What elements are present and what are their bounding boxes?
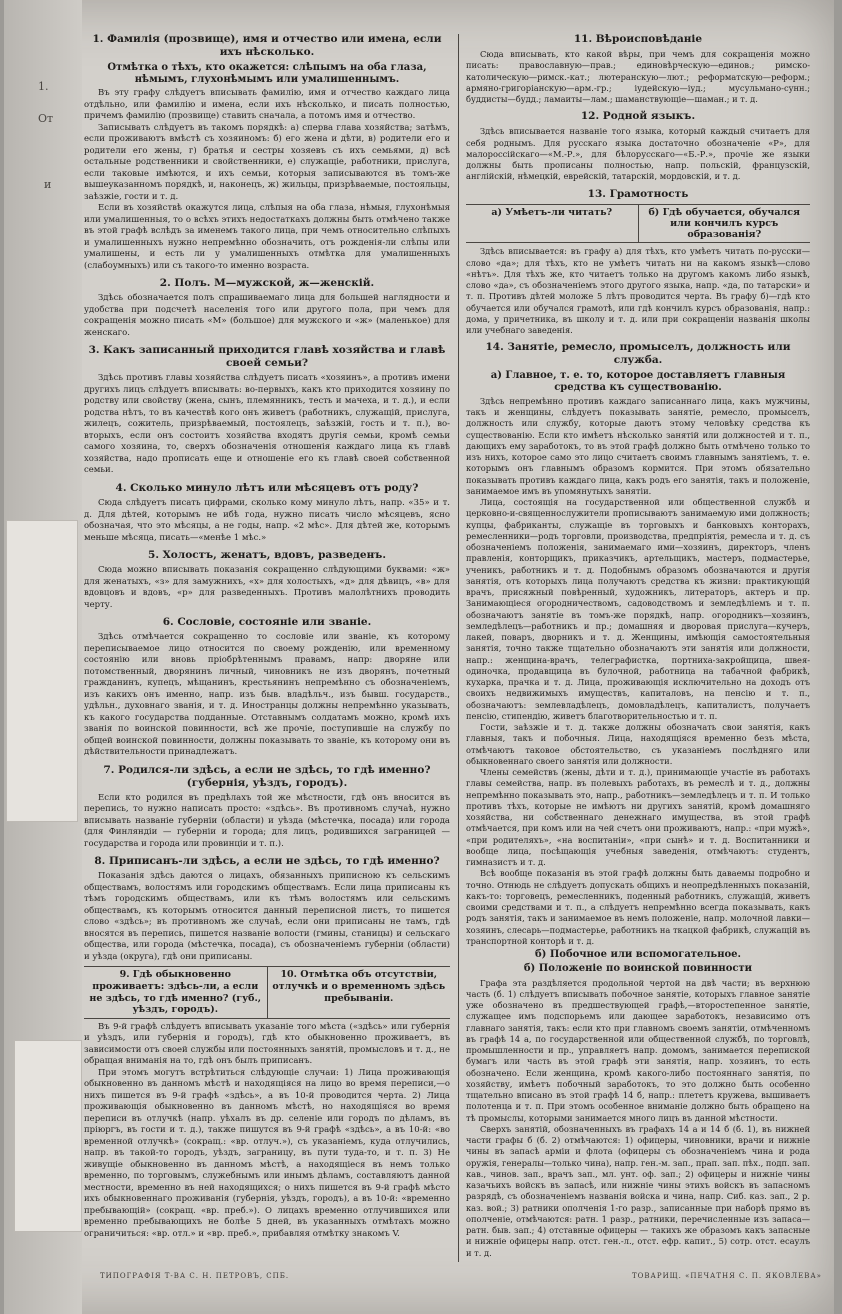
section-13a-title: а) Умѣетъ-ли читать? [466,205,639,243]
section-13-title: 13. Грамотность [587,187,689,200]
section-14-text: Сверхъ занятій, обозначенныхъ въ графахъ 14 а и 14 б (б. 1), въ нижней части графы б (б. 2) отмѣчаются: 1) офицеры, чиновники, врачи и нижніе чины въ запасѣ арміи и флота (офицеры съ обозначеніемъ чина и рода оружія, генералы—только чина), напр. ген.-м. зап., прап. зап. пѣх., подп. зап. кав., чинов. зап., врачъ зап., мл. унт. оф. зап.; 2) офицеры и нижніе чины казачьихъ войскъ въ запасѣ, или нижніе чины этихъ войскъ въ запасномъ разрядѣ, съ обозначеніемъ названія войска и чина, напр. Сиб. каз. зап., 2 р. каз. вой.; 3) ратники ополченія 1-го разр., записанные при наборѣ прямо въ ополченіе, отмѣчаются: ратн. 1 разр., ратники, перечисленные изъ запаса—ратн. быв. зап.; 4) отставные офицеры — такихъ же образомъ какъ запасные и нижніе офицеры напр. отст. ген.-л., отст. ефр. капит., 5) сотр. отст. есаулъ и т. д. [466,1123,810,1258]
left-column [84,28,450,1240]
section-14a-subtitle: а) Главное, т. е. то, которое доставляетъ главныя средства къ существованію. [490,370,786,393]
margin-mark: 1. [38,80,49,93]
section-8-title: 8. Приписанъ-ли здѣсь, а если не здѣсь, то гдѣ именно? [94,855,440,868]
section-2-text: Здѣсь обозначается полъ спрашиваемаго лица для большей наглядности и удобства при подсчетѣ населенія того или другого пола, при чемъ для сокращенія можно писать «М» (большое) для мужского и «ж» (маленькое) для женскаго. [84,293,450,338]
section-6-text: Здѣсь отмѣчается сокращенно то сословіе или званіе, къ которому переписываемое лицо относится по своему рожденію, или временному состоянію или вновь пріобрѣтеннымъ правамъ, напр: дворяне или потомственный, дворянинъ личный, чиновникъ не изъ дворянъ, почетный гражданинъ, купецъ, мѣщанинъ, крестьянинъ непремѣнно съ обозначеніемъ, изъ какихъ онъ именно, напр. изъ быв. владѣльч., изъ бывш. государств., удѣльн., духовнаго званія, и т. д. Иностранцы должны непремѣнно указывать, къ какого государства подданные. Отставнымъ солдатамъ можно, кромѣ ихъ званія по воинской повинности, всѣ же прочіе, поступившіе на службу по общей воинской повинности, должны показывать то званіе, къ которому они въ дѣйствительности принадлежатъ. [84,632,450,758]
section-9-text: Въ 9-й графѣ слѣдуетъ вписывать указаніе того мѣста («здѣсь» или губернія и уѣздъ, или губернія и городъ), гдѣ кто обыкновенно проживаетъ, въ зависимости отъ своей службы или постоянныхъ занятій, промысловъ и т. д., не обращая вниманія на то, гдѣ онъ былъ приписанъ. [84,1021,450,1067]
section-11-title: 11. Вѣроисповѣданіе [573,33,703,45]
section-9-title: 9. Гдѣ обыкновенно проживаетъ: здѣсь-ли, а если не здѣсь, то гдѣ именно? (губ., уѣздъ, городъ). [84,967,268,1017]
torn-paper-fragment [6,520,78,822]
section-14-title: 14. Занятіе, ремесло, промыселъ, должность или служба. [485,341,791,367]
section-14-text: Члены семействъ (жены, дѣти и т. д.), принимающіе участіе въ работахъ главы семейства, напр. въ полевыхъ работахъ, въ ремеслѣ и т. д., должны непремѣнно показывать это, напр., работникъ—земледѣлецъ и т. п. И только противъ тѣхъ, которые не имѣютъ ни другихъ занятій, кромѣ домашняго хозяйства, ни собственнаго денежнаго имущества, въ этой графѣ отмѣчается, при комъ или на чей счетъ они проживаютъ, напр.: «при мужѣ», «при родителяхъ», «на воспитаніи», «при сынѣ» и т. д. Воспитанники и вообще лица, посѣщающія учебныя заведенія, отмѣчаютъ: студентъ, гимназистъ и т. д. [466,767,810,867]
section-1-text: Въ эту графу слѣдуетъ вписывать фамилію, имя и отчество каждаго лица отдѣльно, или фамилію и имена, если ихъ нѣсколько, и писать полностью, причемъ фамилію (прозвище) ставить сначала, а потомъ имя и отчество. [84,88,450,122]
section-11-text: Сюда вписывать, кто какой вѣры, при чемъ для сокращенія можно писать: православную—прав.; единовѣрческую—единов.; римско-католическую—римск.-кат.; лютеранскую—лют.; реформатскую—реформ.; армяно-григоріанскую—арм.-гр.; іудейскую—іуд.; мусульмано-сунн.; буддисты—будд.; ламаиты—лам.; шаманствующіе—шаман.; и т. д. [466,49,810,104]
section-5-title: 5. Холостъ, женатъ, вдовъ, разведенъ. [148,549,386,562]
section-5-text: Сюда можно вписывать показанія сокращенно слѣдующими буквами: «ж» для женатыхъ, «з» для замужнихъ, «х» для холостыхъ, «д» для дѣвицъ, «в» для вдовцовъ и вдовъ, «р» для разведенныхъ. Противъ малолѣтнихъ проводить черту. [84,565,450,610]
torn-paper-fragment [14,1040,82,1232]
section-12-text: Здѣсь вписывается названіе того языка, который каждый считаетъ для себя роднымъ. Для русскаго языка достаточно обозначеніе «Р», для малороссійскаго—«М.-Р.», для бѣлорусскаго—«Б.-Р.», прочіе же языки должны быть прописаны полностью, напр. польскій, французскій, англійскій, нѣмецкій, еврейскій, татарскій, мордовскій, и т. д. [466,126,810,182]
section-14c-subtitle: б) Положеніе по воинской повинности [523,963,753,975]
section-3-text: Здѣсь противъ главы хозяйства слѣдуетъ писать «хозяинъ», а противъ имени другихъ лицъ слѣдуетъ вписывать: во-первыхъ, какъ кто приходится хозяину по родству или свойству (жена, сынъ, племянникъ, тесть и мачеха, и т. д.), и если родства нѣтъ, то въ качествѣ кого онъ живетъ (работникъ, служащій, прислуга, жилецъ, сожитель, призрѣваемый, постоялецъ, заѣзжій, гость и т. п.), во-вторыхъ, если онъ состоитъ хозяйства входятъ другія семьи, кромѣ семьи самого хозяина, то, сверхъ обозначенія отношенія каждаго лица къ главѣ хозяйства, надо прописать еще и отношеніе его къ главѣ своей собственной семьи. [84,373,450,476]
margin-mark: От [38,112,54,125]
section-14b-subtitle: б) Побочное или вспомогательное. [534,949,742,960]
census-instruction-sheet [4,0,834,1314]
section-2-title: 2. Полъ. М—мужской, ж—женскій. [159,277,375,290]
printer-imprint: ТОВАРИЩ. «ПЕЧАТНЯ С. П. ЯКОВЛЕВА» [632,1272,822,1280]
section-13b-title: б) Гдѣ обучается, обучался или кончилъ курсъ образованія? [648,206,801,240]
section-7-title: 7. Родился-ли здѣсь, а если не здѣсь, то гдѣ именно? (губернія, уѣздъ, городъ). [103,763,431,789]
section-7-text: Если кто родился въ предѣлахъ той же мѣстности, гдѣ онъ вносится въ перепись, то нужно написать просто: «здѣсь». Въ противномъ случаѣ, нужно вписывать названіе губерніи (области) и уѣзда (мѣстечка, посада) или города (для Финляндіи — губерніи и города; для лицъ, родившихся заграницей — государства и города или провинціи и т. п.). [84,792,450,849]
section-13-header [466,204,810,244]
section-9-text: При этомъ могутъ встрѣтиться слѣдующіе случаи: 1) Лица проживающія обыкновенно въ данномъ мѣстѣ и находящіяся на лицо во время переписи,—о нихъ пишется въ 9-й графѣ «здѣсь», а въ 10-й проводится черта. 2) Лица проживающія обыкновенно въ данномъ мѣстѣ, но находящіяся во время переписи въ отлучкѣ (напр. уѣхалъ въ др. селеніе или городъ по дѣламъ, въ пріюргъ, въ гости и т. д.), также пишутся въ 9-й графѣ «здѣсь», а въ 10-й: «во временной отлучкѣ» (сокращ.: «вр. отлуч.»), съ указаніемъ, куда отлучились, напр. въ такой-то городъ, уѣздъ, заграницу, въ пути туда-то, и т. п. 3) Не живущіе обыкновенно въ данномъ мѣстѣ, а находящіеся въ немъ только временно, по торговымъ, служебнымъ или инымъ дѣламъ, составляютъ данной местности, временно въ ней находящихся; о нихъ пишется въ 9-й графѣ мѣсто ихъ обыкновеннаго проживанія (губернія, уѣздъ, городъ), а въ 10-й: «временно пребывающій» (сокращ. «вр. преб.»). О лицахъ временно отлучившихся или временно пребывающихъ не болѣе 5 дней, въ указанныхъ отмѣтахъ можно ограничиться: «вр. отл.» и «вр. преб.», прибавляя отмѣтку знакомъ V. [84,1067,450,1239]
section-14-text: Всѣ вообще показанія въ этой графѣ должны быть даваемы подробно и точно. Отнюдь не слѣдуетъ допускать общихъ и неопредѣленныхъ показаній, какъ-то: торговецъ, ремесленникъ, поденный работникъ, служащій, живетъ своими средствами и т. п., а слѣдуетъ непремѣнно всегда показывать, какъ родъ занятія, такъ и занимаемое въ немъ положеніе, напр. молочной лавки—хозяинъ, слесарь—подмастерье, работникъ на ткацкой фабрикѣ, служащій въ транспортной конторѣ и т. д. [466,868,810,946]
section-4-title: 4. Сколько минуло лѣтъ или мѣсяцевъ отъ роду? [115,481,419,494]
margin-mark: и [44,178,52,191]
section-14-text: Графа эта раздѣляется продольной чертой на двѣ части; въ верхнюю часть (б. 1) слѣдуетъ вписывать побочное занятіе, которыхъ главное занятіе уже обозначено въ предшествующей графѣ,—второстепенное занятіе, служащее имъ подспорьемъ или дающее заработокъ, независимо отъ главнаго занятія, такъ: если кто при главномъ своемъ занятіи, отмѣченномъ въ графѣ 14 а, по государственной или общественной службѣ, по торговлѣ, промышленности и пр., управляетъ напр. домомъ, занимается перепиской бумагъ или часть въ этой графѣ эти занятія, напр. хозяинъ, то есть обозначено. Если женщина, кромѣ какого-либо постояннаго занятія, по хозяйству, имѣетъ побочный заработокъ, то это должно быть особенно тщательно вписано въ этой графѣ 14 б, напр.: плететъ кружева, вышиваетъ полотенца и т. п. При этомъ особенное вниманіе должно быть обращено на тѣ промыслы, которыми занимается много лицъ въ данной мѣстности. [466,977,810,1123]
section-1-title: 1. Фамилія (прозвище), имя и отчество или имена, если ихъ нѣсколько. [92,33,442,58]
section-9-10-header [84,966,450,1018]
section-14-text: Лица, состоящія на государственной или общественной службѣ и церковно-и-священнослужители прописываютъ занимаемую ими должность; купцы, фабриканты, служащіе въ торговыхъ и банковыхъ конторахъ, ремесленники—родъ торговли, производства, предпріятія, ремесла и т. д. съ обозначеніемъ положенія, занимаемаго ими—хозяинъ, директоръ, членъ правленія, конторщикъ, приказчикъ, артельщикъ, мастеръ, подмастерье, ученикъ, работникъ и т. д. Подобнымъ образомъ обозначаются и другія занятія, отъ которыхъ лица получаютъ средства къ жизни: практикующій врачъ, присяжный повѣренный, художникъ, литераторъ, актеръ и пр. Занимающіеся огородничествомъ, садоводствомъ и земледѣліемъ и т. п. обозначаютъ занятіе въ томъ-же порядкѣ, напр. огородникъ—хозяинъ, земледѣлецъ—работникъ и пр.; домашняя и дворовая прислуга—кучеръ, лакей, поваръ, дворникъ и т. д. Женщины, имѣющія самостоятельныя занятія, точно также тщательно обозначаютъ эти занятія или должности, напр.: женщина-врачъ, телеграфистка, портниха-закройщица, швея-одиночка, продавщица въ булочной, работница на табачной фабрикѣ, кухарка, прачка и т. д. Лица, проживающія исключительно на доходъ отъ своихъ недвижимыхъ имуществъ, капиталовъ, на пенсію и т. п., обозначаютъ: землевладѣлецъ, домовладѣлецъ, капиталистъ, получаетъ пенсію, стипендію, живетъ благотворительностью и т. п. [466,497,810,721]
section-10-title: 10. Отмѣтка объ отсутствіи, отлучкѣ и о временномъ здѣсь пребываніи. [272,969,446,1004]
section-1-text: Записывать слѣдуетъ въ такомъ порядкѣ: а) сперва глава хозяйства; затѣмъ, если проживаютъ вмѣстѣ съ хозяиномъ: б) его жена и дѣти, в) родители его и родители его жены, г) братья и сестры хозяевъ съ ихъ семьями, д) всѣ остальные родственники и свойственники, е) служащіе, работники, прислуга, если таковые имѣются, и ихъ семьи, которыя записываются въ томъ-же вышеуказанномъ порядкѣ, и, наконецъ, ж) жильцы, призрѣваемые, постояльцы, заѣзжіе, гости и т. д. [84,122,450,202]
section-14-text: Гости, заѣзжіе и т. д. также должны обозначать свои занятія, какъ главныя, такъ и побочныя. Лица, находящіяся временно безъ мѣста, отмѣчаютъ таковое обстоятельство, съ указаніемъ послѣдняго или обыкновеннаго своего занятія или должности. [466,722,810,766]
section-14-text: Здѣсь непремѣнно противъ каждаго записаннаго лица, какъ мужчины, такъ и женщины, слѣдуетъ показывать занятіе, ремесло, промыселъ, должность или службу, которые даютъ этому человѣку средства къ существованію. Если кто имѣетъ нѣсколько занятій или должностей и т. п., дающихъ ему заработокъ, то въ этой графѣ должно быть отмѣчено только то изъ нихъ, которое само это лицо считаетъ своимъ главнымъ занятіемъ, т. е. которымъ онъ главнымъ образомъ кормится. При этомъ обязательно показывать противъ каждаго лица, какъ родъ его занятія, такъ и положеніе, занимаемое имъ въ упомянутыхъ занятіи. [466,395,810,496]
section-4-text: Сюда слѣдуетъ писать цифрами, сколько кому минуло лѣтъ, напр. «35» и т. д. Для дѣтей, которымъ не ибѣ года, нужно писать число мѣсяцевъ, ясно обозначая, что это мѣсяцы, а не годы, напр. «2 мѣс». Для дѣтей же, которымъ меньше мѣсяца, писать—«менѣе 1 мѣс.» [84,497,450,543]
column-divider [458,34,459,1262]
right-column [466,28,810,1259]
section-12-title: 12. Родной языкъ. [580,110,696,123]
printer-imprint: ТИПОГРАФІЯ Т-ВА С. Н. ПЕТРОВЪ, СПБ. [100,1272,290,1280]
section-6-title: 6. Сословіе, состояніе или званіе. [162,616,372,629]
section-3-title: 3. Какъ записанный приходится главѣ хозяйства и главѣ своей семьи? [88,344,446,370]
section-1-text: Если въ хозяйствѣ окажутся лица, слѣпыя на оба глаза, нѣмыя, глухонѣмыя или умалишенныя, то о всѣхъ этихъ недостаткахъ должны быть отмѣчено также въ этой графѣ вслѣдъ за именемъ такого лица, при чемъ относительно слѣпыхъ и умалишенныхъ нужно непремѣнно обозначить, отъ рожденія-ли слѣпы или умалишены, и есть ли у умалишенныхъ отмѣтка для умалишенныхъ (слабоумныхъ) или съ такого-то именно возраста. [84,203,450,271]
section-8-text: Показанія здѣсь даются о лицахъ, обязанныхъ приписною къ сельскимъ обществамъ, волостямъ или городскимъ обществамъ. Если лица приписаны къ тѣмъ городскимъ обществамъ, или къ тѣмъ волостямъ или сельскимъ обществамъ, къ которымъ относится данный переписной листъ, то пишется слово «здѣсь»; въ противномъ же случаѣ, если они приписаны не тамъ, гдѣ вносятся въ перепись, пишется названіе волости (гмины, станицы) и сельскаго общества, или города (мѣстечка, посада), съ обозначеніемъ губерніи (области) и уѣзда (округа), гдѣ они приписаны. [84,871,450,962]
section-1-subtitle: Отмѣтка о тѣхъ, кто окажется: слѣпымъ на оба глаза, нѣмымъ, глухонѣмымъ или умалишеннымъ. [107,62,427,85]
section-13-text: Здѣсь вписывается: въ графу а) для тѣхъ, кто умѣетъ читать по-русски—слово «да»; для тѣхъ, кто не умѣетъ читать ни на какомъ языкѣ—слово «нѣтъ». Для тѣхъ же, кто читаетъ только на другомъ какомъ либо языкѣ, слово «да», съ обозначеніемъ этого другого языка, напр. «да, по татарски» и т. п. Противъ дѣтей моложе 5 лѣтъ проводится черта. Въ графу б)—гдѣ кто обучается или обучался грамотѣ, или гдѣ кончилъ курсъ образованія, напр.: дома, у причетника, въ школу и т. д. или при сокращеніи названія школы или учебнаго заведенія. [466,246,810,335]
